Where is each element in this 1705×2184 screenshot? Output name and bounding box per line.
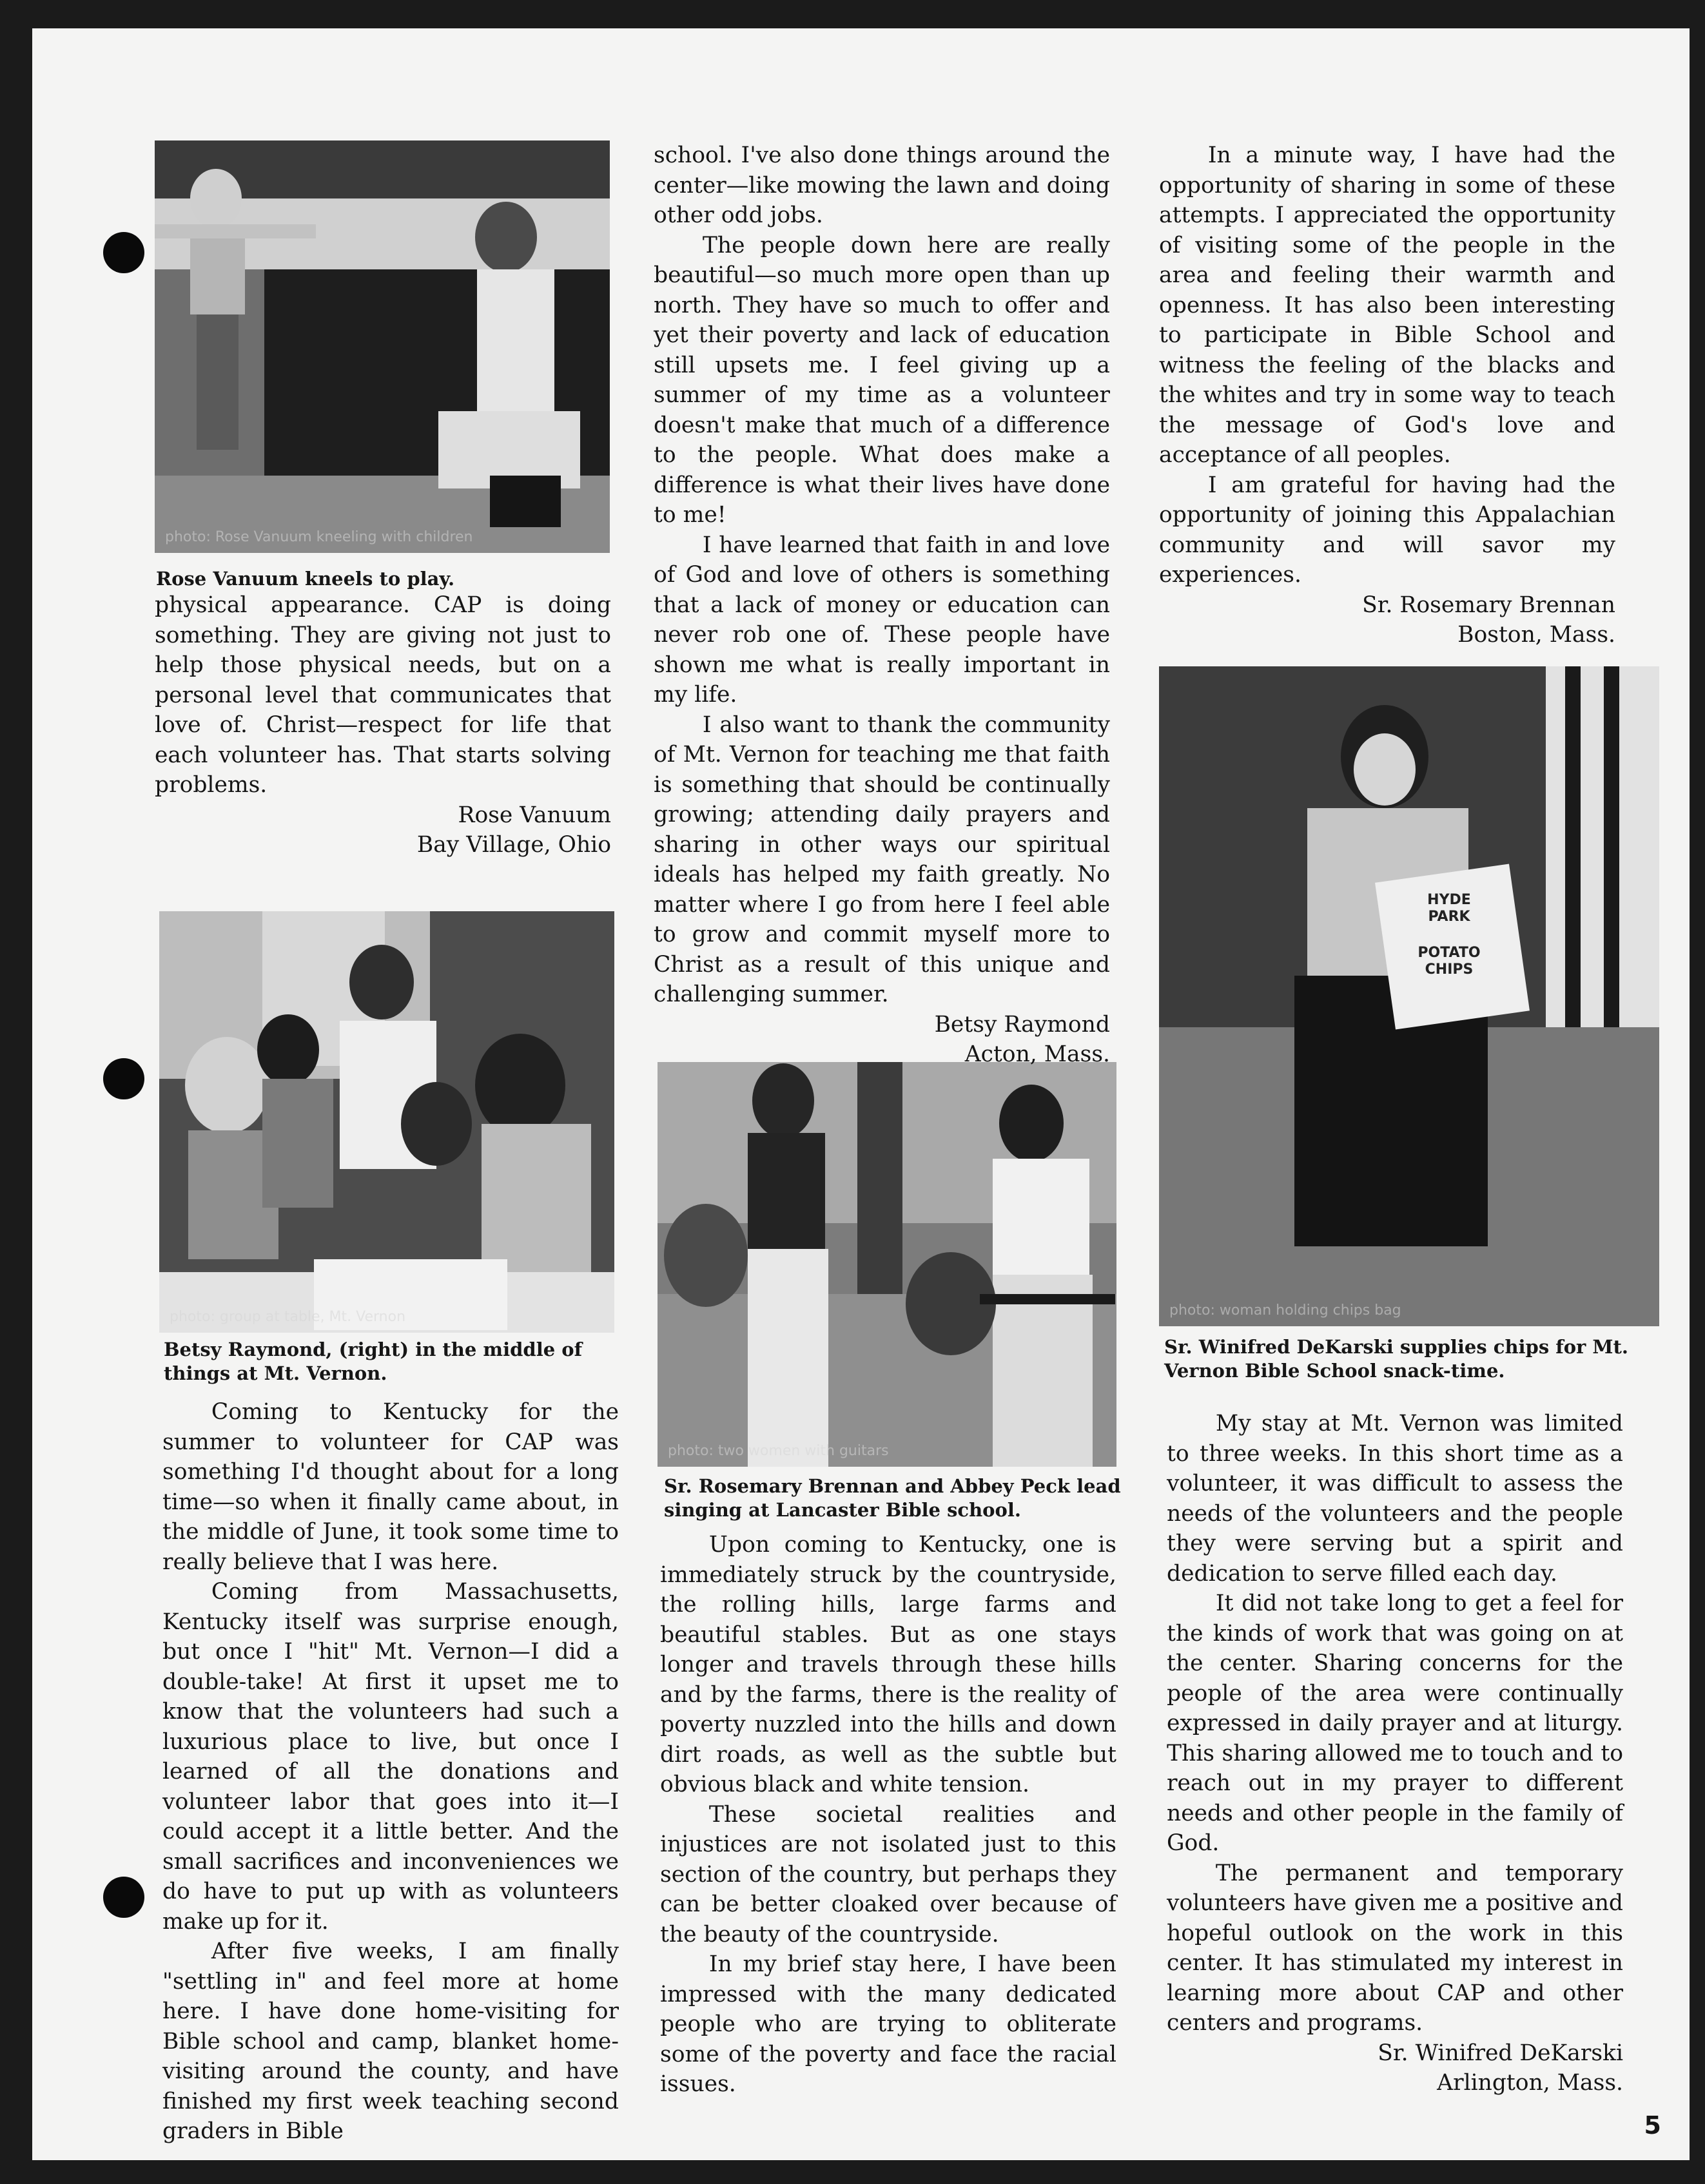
column-2-betsy-text (654, 140, 1110, 1070)
binder-hole-bottom (103, 1877, 144, 1918)
rosemary-paragraph-2: These societal realities and injustices are not isolated just to this section of the country, but perhaps they can be better cloaked over because of the beauty of the countryside. (660, 1801, 1116, 1947)
photo-betsy-raymond-alt: photo: group at table, Mt. Vernon (170, 1309, 406, 1325)
betsy-paragraph-3: After five weeks, I am finally "settling in" and feel more at home here. I have done home-visiting for Bible school and camp, blanket home-visiting around the county, and have finished my first week teaching second graders in Bible (162, 1938, 619, 2144)
betsy-signature-name: Betsy Raymond (934, 1011, 1110, 1038)
winifred-signature (1167, 2038, 1623, 2098)
betsy-paragraph-4: school. I've also done things around the center—like mowing the lawn and doing other odd jobs. (654, 142, 1110, 228)
column-1-rose-text (155, 590, 611, 860)
betsy-paragraph-5: The people down here are really beautiful—so much more open than up north. They have so much to offer and yet their poverty and lack of education still upsets me. I feel giving up a summer of my time as a volunteer doesn't make that much of a difference to the people. What does make a difference is what their lives have done to me! (654, 232, 1110, 528)
winifred-signature-name: Sr. Winifred DeKarski (1378, 2040, 1623, 2066)
rosemary-signature (1159, 590, 1615, 650)
column-3-winifred-text (1167, 1409, 1623, 2098)
betsy-paragraph-6: I have learned that faith in and love of God and love of others is something that a lack of money or education can never rob one of. These people have shown me what is really important in my life. (654, 532, 1110, 708)
caption-rose-vanuum: Rose Vanuum kneels to play. (156, 568, 455, 590)
photo-guitars-alt: photo: two women with guitars (668, 1443, 889, 1459)
binder-hole-top (103, 232, 144, 273)
photo-rose-vanuum-alt: photo: Rose Vanuum kneeling with children (165, 529, 473, 545)
photo-betsy-raymond-image (159, 911, 614, 1333)
betsy-paragraph-1: Coming to Kentucky for the summer to volunteer for CAP was something I'd thought about for a long time—so when it finally came about, in the middle of June, it took some time to really believe that I was here. (162, 1399, 619, 1575)
rose-signature (155, 800, 611, 860)
rosemary-paragraph-4: In a minute way, I have had the opportunity of sharing in some of these attempts. I appreciated the opportunity of visiting some of the people in the area and feeling their warmth and openness. It has also been interesting to participate in Bible School and witness the feeling of the blacks and the whites and try in some way to teach the message of God's love and acceptance of all peoples. (1159, 142, 1615, 468)
betsy-paragraph-7: I also want to thank the community of Mt. Vernon for teaching me that faith is something that should be continually growing; attending daily prayers and sharing in other ways our spiritual ideals has helped my faith greatly. No matter where I go from here I feel able to grow and commit myself more to Christ as a result of this unique and challenging summer. (654, 711, 1110, 1007)
photo-winifred-dekarski (1159, 666, 1659, 1326)
column-2-rosemary-text (660, 1530, 1116, 2100)
betsy-signature-place: Acton, Mass. (964, 1041, 1110, 1067)
rosemary-paragraph-5: I am grateful for having had the opportunity of joining this Appalachian community and will savor my experiences. (1159, 472, 1615, 588)
binder-hole-middle (103, 1058, 144, 1099)
rosemary-paragraph-3: In my brief stay here, I have been impressed with the many dedicated people who are trying to obliterate some of the poverty and face the racial issues. (660, 1951, 1116, 2097)
photo-betsy-raymond (159, 911, 614, 1333)
column-3-rosemary-text (1159, 140, 1615, 650)
rosemary-paragraph-1: Upon coming to Kentucky, one is immediately struck by the countryside, the rolling hills, large farms and beautiful stables. But as one stays longer and travels through these hills and by the farms, there is the reality of poverty nuzzled into the hills and down dirt roads, as well as the subtle but obvious black and white tension. (660, 1532, 1116, 1797)
magazine-page (32, 28, 1690, 2160)
column-1-betsy-text (162, 1397, 619, 2147)
winifred-signature-place: Arlington, Mass. (1437, 2070, 1623, 2096)
photo-guitars-image (658, 1062, 1116, 1467)
betsy-signature (654, 1010, 1110, 1070)
caption-winifred-dekarski: Sr. Winifred DeKarski supplies chips for Mt. Vernon Bible School snack-time. (1164, 1336, 1629, 1382)
photo-rose-vanuum-image (155, 140, 610, 553)
photo-winifred-dekarski-alt: photo: woman holding chips bag (1169, 1302, 1401, 1319)
photo-guitars (658, 1062, 1116, 1467)
winifred-paragraph-2: It did not take long to get a feel for the kinds of work that was going on at the center. Sharing concerns for the people of the area were continually expressed in daily prayer and at liturgy. This sharing allowed me to touch and to reach out in my prayer to different needs and other people in the family of God. (1167, 1590, 1623, 1856)
rose-signature-name: Rose Vanuum (458, 802, 611, 828)
chips-bag-text (1404, 892, 1494, 978)
rosemary-signature-name: Sr. Rosemary Brennan (1362, 592, 1615, 618)
photo-winifred-dekarski-image (1159, 666, 1659, 1326)
caption-betsy-raymond: Betsy Raymond, (right) in the middle of things at Mt. Vernon. (164, 1338, 583, 1384)
page-number: 5 (1644, 2111, 1661, 2140)
caption-guitars: Sr. Rosemary Brennan and Abbey Peck lead singing at Lancaster Bible school. (664, 1475, 1121, 1521)
rosemary-signature-place: Boston, Mass. (1457, 622, 1615, 648)
winifred-paragraph-3: The permanent and temporary volunteers have given me a positive and hopeful outlook on the work in this center. It has stimulated my interest in learning more about CAP and other centers and programs. (1167, 1860, 1623, 2036)
photo-rose-vanuum (155, 140, 610, 553)
chips-bag-product: POTATO CHIPS (1418, 945, 1481, 978)
chips-bag-brand: HYDE PARK (1427, 892, 1471, 925)
rose-paragraph-1: physical appearance. CAP is doing something. They are giving not just to help those physical needs, but on a personal level that communicates that love of. Christ—respect for life that each volunteer has. That starts solving problems. (155, 592, 611, 798)
winifred-paragraph-1: My stay at Mt. Vernon was limited to three weeks. In this short time as a volunteer, it was difficult to assess the needs of the volunteers and the people they were serving but a spirit and dedication to serve filled each day. (1167, 1411, 1623, 1587)
betsy-paragraph-2: Coming from Massachusetts, Kentucky itself was surprise enough, but once I "hit" Mt. Vernon—I did a double-take! At first it upset me to know that the volunteers had such a luxurious place to live, but once I learned of all the donations and volunteer labor that goes into it—I could accept it a little better. And the small sacrifices and inconveniences we do have to put up with as volunteers make up for it. (162, 1579, 619, 1935)
rose-signature-place: Bay Village, Ohio (416, 832, 611, 858)
